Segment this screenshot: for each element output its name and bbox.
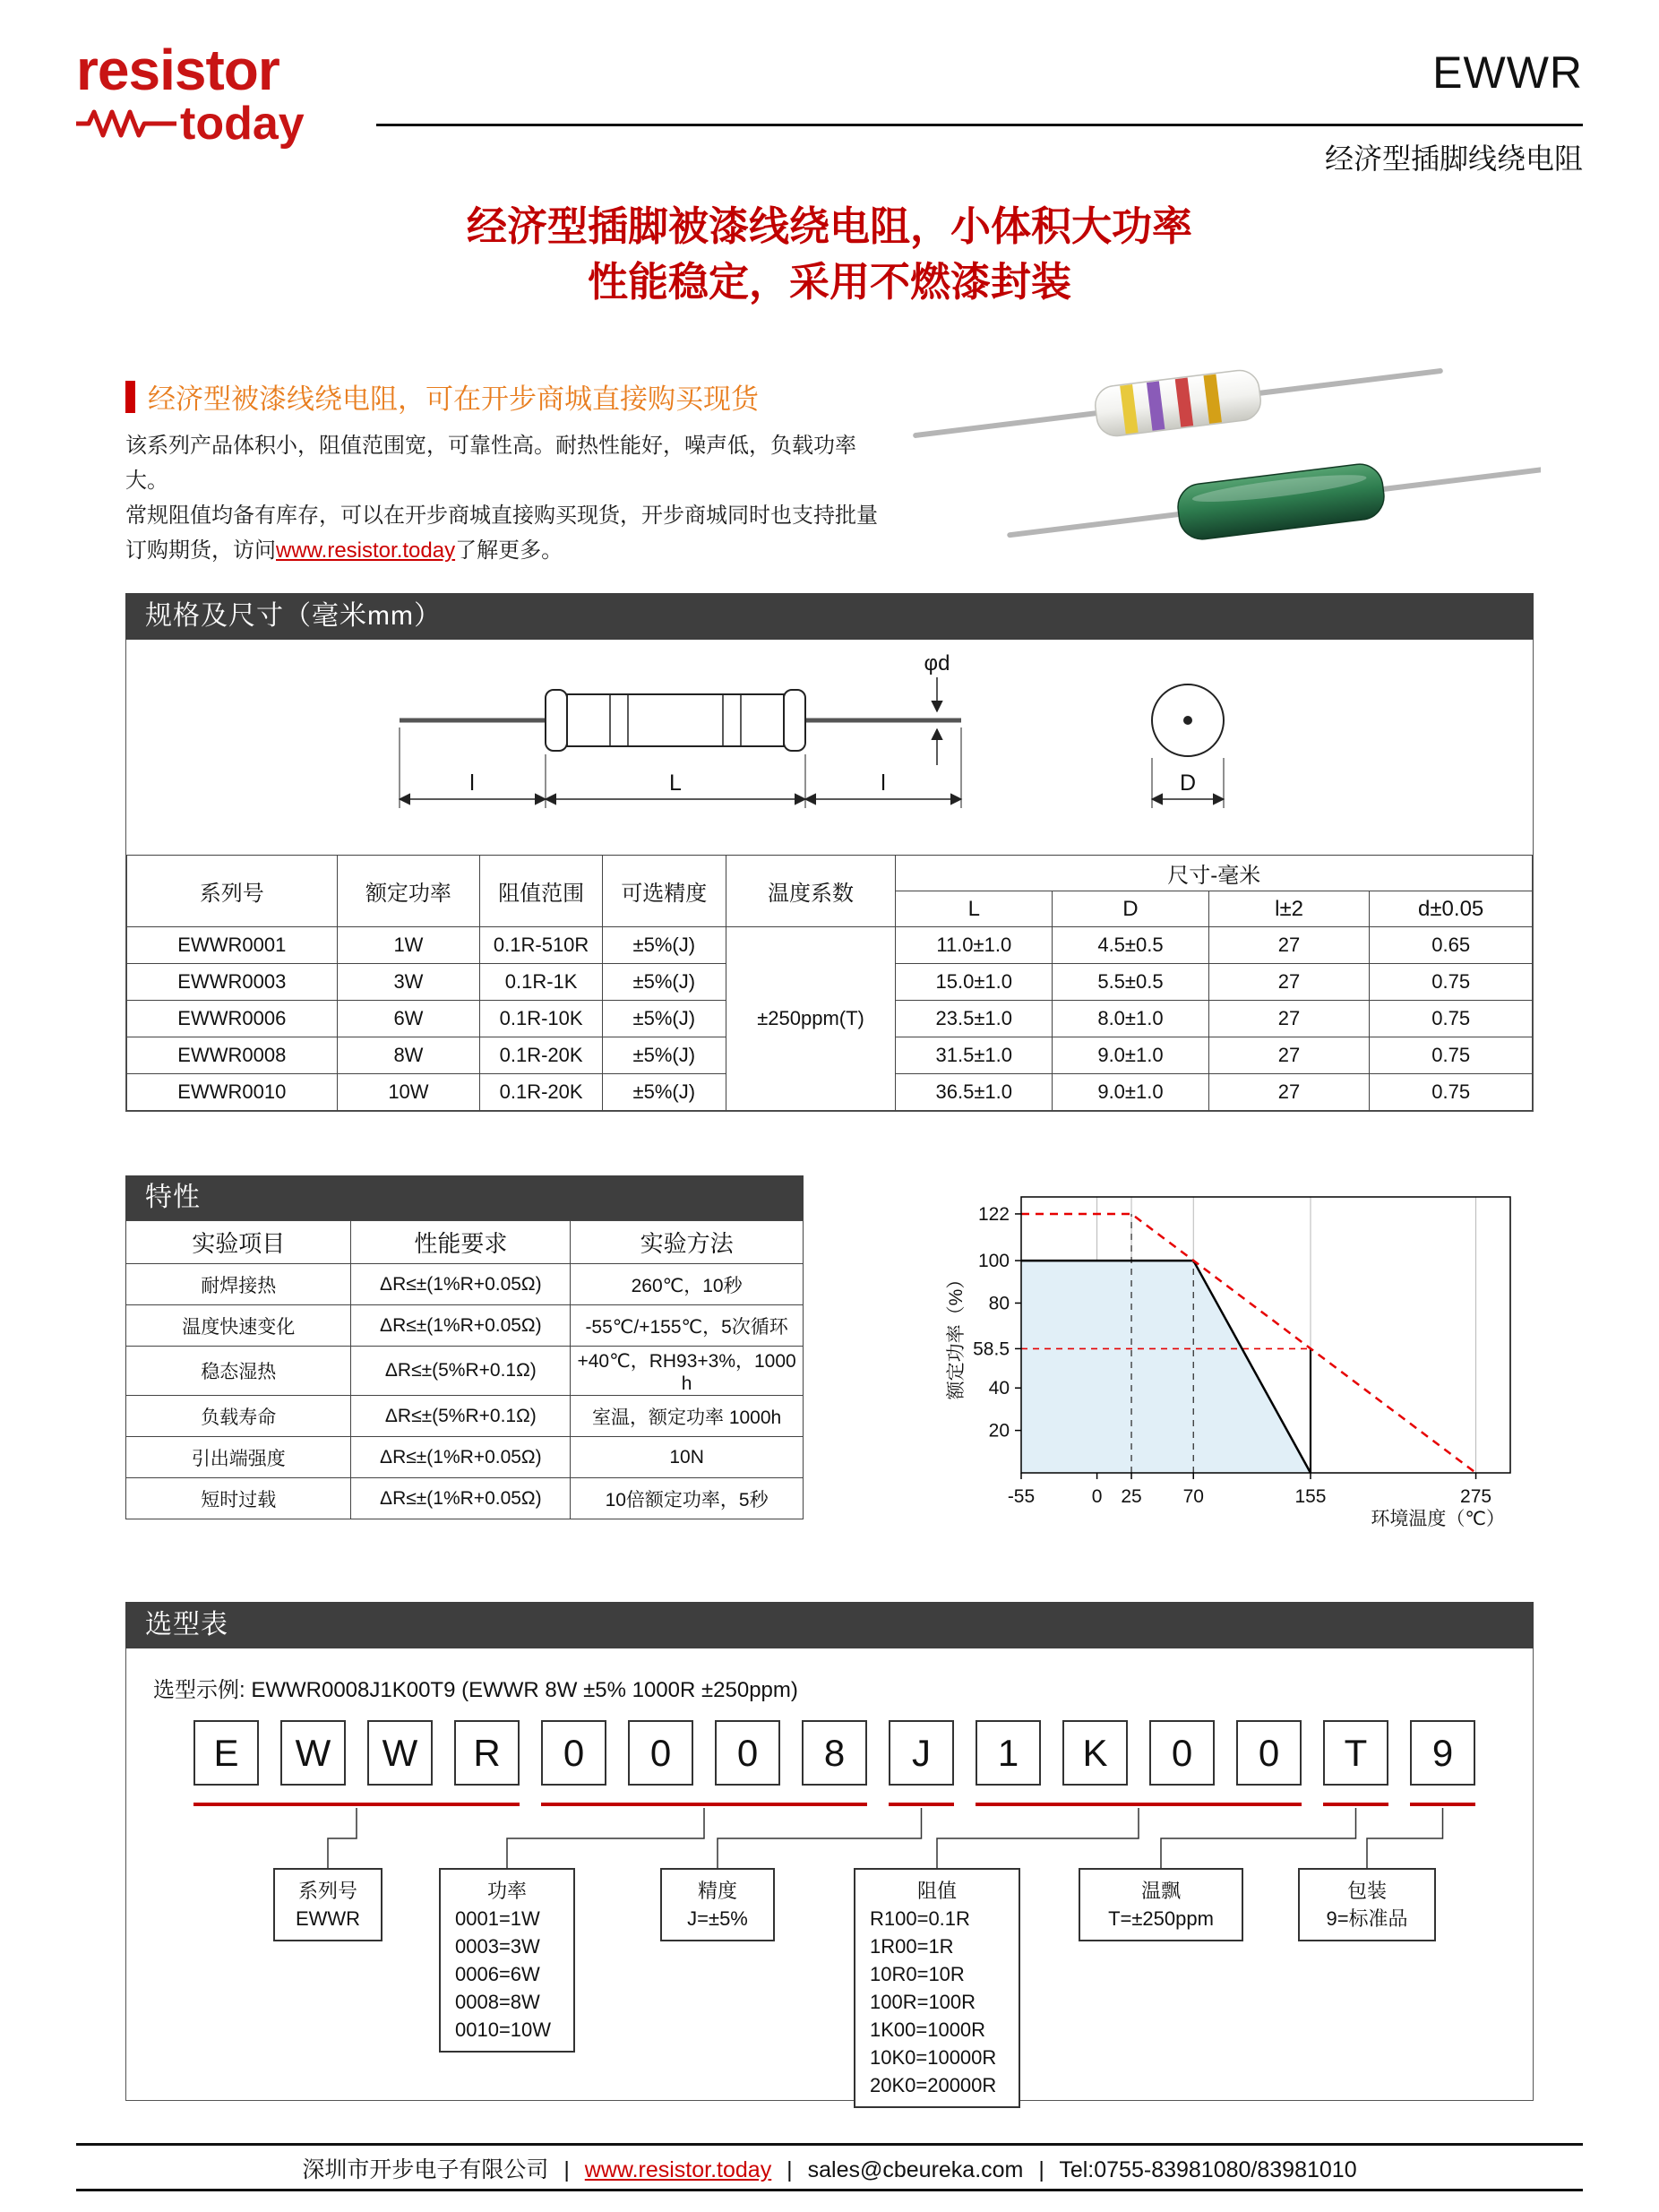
code-char-box: K bbox=[1062, 1720, 1128, 1786]
svg-text:122: 122 bbox=[977, 1203, 1010, 1225]
svg-text:40: 40 bbox=[988, 1378, 1010, 1399]
table-row: 引出端强度 ΔR≤±(1%R+0.05Ω) 10N bbox=[126, 1437, 804, 1478]
footer: 深圳市开步电子有限公司 | www.resistor.today | sales@cbeureka.com | Tel:0755-83981080/83981010 bbox=[302, 2157, 1357, 2182]
footer-tel: Tel:0755-83981080/83981010 bbox=[1059, 2157, 1357, 2182]
footer-email: sales@cbeureka.com bbox=[807, 2157, 1024, 2182]
dim-label-phid: φd bbox=[924, 651, 950, 676]
packaging-legend-box: 包装 9=标准品 bbox=[1298, 1868, 1436, 1941]
col-tolerance: 可选精度 bbox=[602, 856, 726, 927]
dim-label-body: L bbox=[669, 770, 682, 796]
tolerance-legend-box: 精度 J=±5% bbox=[660, 1868, 775, 1941]
table-row: EWWR0006 6W 0.1R-10K ±5%(J) 23.5±1.0 8.0±1.0 27 0.75 bbox=[127, 1001, 1533, 1037]
table-row: 耐焊接热 ΔR≤±(1%R+0.05Ω) 260℃，10秒 bbox=[126, 1264, 804, 1305]
code-char-box: J bbox=[889, 1720, 954, 1786]
col-power: 额定功率 bbox=[337, 856, 480, 927]
col-series: 系列号 bbox=[127, 856, 338, 927]
intro-heading-text: 经济型被漆线绕电阻，可在开步商城直接购买现货 bbox=[148, 383, 759, 415]
green-resistor bbox=[1006, 441, 1541, 563]
website-link[interactable]: www.resistor.today bbox=[276, 538, 456, 563]
code-char-box: 0 bbox=[715, 1720, 780, 1786]
spec-header-row1 bbox=[127, 856, 1533, 891]
page-title-line1: 经济型插脚被漆线绕电阻，小体积大功率 bbox=[466, 203, 1192, 249]
footer-divider-top bbox=[76, 2143, 1583, 2146]
derating-chart-svg bbox=[942, 1174, 1534, 1532]
svg-text:155: 155 bbox=[1294, 1486, 1327, 1507]
spec-section-title: 规格及尺寸（毫米mm） bbox=[125, 593, 1534, 640]
svg-text:25: 25 bbox=[1121, 1486, 1142, 1507]
derating-chart bbox=[942, 1174, 1534, 1532]
svg-text:0: 0 bbox=[1091, 1486, 1103, 1507]
code-char-box: 0 bbox=[628, 1720, 693, 1786]
intro-body-line2: 常规阻值均备有库存，可以在开步商城直接购买现货，开步商城同时也支持批量 bbox=[125, 504, 878, 528]
series-legend-box: 系列号 EWWR bbox=[273, 1868, 383, 1941]
footer-divider-bottom bbox=[76, 2189, 1583, 2191]
code-char-box: R bbox=[454, 1720, 520, 1786]
col-dim-D: D bbox=[1053, 891, 1209, 927]
header-divider bbox=[376, 124, 1583, 126]
table-row: 稳态湿热 ΔR≤±(5%R+0.1Ω) +40℃，RH93+3%，1000 h bbox=[126, 1347, 804, 1396]
code-char-box: 8 bbox=[802, 1720, 867, 1786]
footer-website-link[interactable]: www.resistor.today bbox=[584, 2157, 772, 2182]
characteristics-table bbox=[125, 1220, 804, 1519]
product-subtitle: 经济型插脚线绕电阻 bbox=[1324, 142, 1583, 175]
table-row: 温度快速变化 ΔR≤±(1%R+0.05Ω) -55℃/+155℃，5次循环 bbox=[126, 1305, 804, 1347]
svg-text:58.5: 58.5 bbox=[973, 1338, 1010, 1360]
page-title bbox=[0, 199, 1659, 310]
code-char-box: 9 bbox=[1410, 1720, 1475, 1786]
code-char-box: E bbox=[193, 1720, 259, 1786]
characteristics-section-title: 特性 bbox=[125, 1175, 804, 1220]
product-code: EWWR bbox=[1432, 47, 1583, 98]
svg-text:额定功率（%）: 额定功率（%） bbox=[946, 1270, 967, 1400]
product-photo-resistors bbox=[900, 318, 1541, 587]
tempco-legend-box: 温飘 T=±250ppm bbox=[1079, 1868, 1243, 1941]
col-tempco: 温度系数 bbox=[726, 856, 896, 927]
svg-text:275: 275 bbox=[1460, 1486, 1492, 1507]
col-range: 阻值范围 bbox=[480, 856, 603, 927]
table-row: 短时过载 ΔR≤±(1%R+0.05Ω) 10倍额定功率，5秒 bbox=[126, 1478, 804, 1519]
selection-example: 选型示例: EWWR0008J1K00T9 (EWWR 8W ±5% 1000R ±250ppm) bbox=[153, 1678, 798, 1702]
company-logo bbox=[76, 38, 305, 150]
characteristics-header-row: 实验项目 性能要求 实验方法 bbox=[126, 1221, 804, 1264]
table-row: EWWR0001 1W 0.1R-510R ±5%(J) ±250ppm(T) 11.0±1.0 4.5±0.5 27 0.65 bbox=[127, 927, 1533, 964]
footer-company: 深圳市开步电子有限公司 bbox=[302, 2157, 549, 2182]
resistance-legend-box: 阻值 R100=0.1R 1R00=1R 10R0=10R 100R=100R 1K00=1000R 10K0=10000R 20K0=20000R bbox=[854, 1868, 1020, 2108]
svg-text:100: 100 bbox=[977, 1251, 1010, 1272]
svg-text:80: 80 bbox=[988, 1293, 1010, 1314]
characteristics-section bbox=[125, 1175, 804, 1519]
selection-body bbox=[125, 1648, 1534, 2101]
intro-body-line1: 该系列产品体积小，阻值范围宽，可靠性高。耐热性能好，噪声低，负载功率大。 bbox=[125, 434, 856, 493]
page-title-line2: 性能稳定，采用不燃漆封装 bbox=[587, 259, 1071, 305]
code-char-box: W bbox=[367, 1720, 433, 1786]
selection-section-title: 选型表 bbox=[125, 1602, 1534, 1648]
intro-body bbox=[125, 428, 878, 568]
intro-body-line3: 订购期货，访问www.resistor.today了解更多。 bbox=[125, 538, 563, 563]
logo-text-today: today bbox=[180, 98, 305, 150]
table-row: 负载寿命 ΔR≤±(5%R+0.1Ω) 室温，额定功率 1000h bbox=[126, 1396, 804, 1437]
col-dim-L: L bbox=[896, 891, 1053, 927]
svg-text:70: 70 bbox=[1182, 1486, 1204, 1507]
col-dims-group: 尺寸-毫米 bbox=[896, 856, 1533, 891]
tempco-merged-cell: ±250ppm(T) bbox=[726, 927, 896, 1111]
power-legend-box: 功率 0001=1W 0003=3W 0006=6W 0008=8W 0010=10W bbox=[439, 1868, 575, 2053]
svg-text:20: 20 bbox=[988, 1420, 1010, 1442]
dimension-diagram bbox=[126, 640, 1533, 855]
spec-section-box bbox=[125, 640, 1534, 1112]
table-row: EWWR0008 8W 0.1R-20K ±5%(J) 31.5±1.0 9.0±1.0 27 0.75 bbox=[127, 1037, 1533, 1074]
spec-section bbox=[125, 593, 1534, 1112]
dim-label-diameter: D bbox=[1179, 770, 1197, 796]
white-resistor bbox=[913, 346, 1443, 460]
table-row: EWWR0003 3W 0.1R-1K ±5%(J) 15.0±1.0 5.5±0.5 27 0.75 bbox=[127, 964, 1533, 1001]
selection-section bbox=[125, 1602, 1534, 2101]
table-row: EWWR0010 10W 0.1R-20K ±5%(J) 36.5±1.0 9.0±1.0 27 0.75 bbox=[127, 1074, 1533, 1111]
code-char-box: 0 bbox=[1236, 1720, 1302, 1786]
spec-table bbox=[126, 855, 1533, 1111]
red-accent-bar bbox=[125, 381, 135, 413]
resistor-symbol-icon bbox=[76, 108, 176, 140]
svg-text:-55: -55 bbox=[1007, 1486, 1036, 1507]
code-char-box: 0 bbox=[541, 1720, 606, 1786]
dim-label-lead-left: l bbox=[469, 770, 475, 796]
code-char-box: T bbox=[1323, 1720, 1388, 1786]
dim-label-lead-right: l bbox=[881, 770, 886, 796]
code-char-box: W bbox=[280, 1720, 346, 1786]
logo-text-resistor: resistor bbox=[76, 38, 279, 102]
svg-text:环境温度（℃）: 环境温度（℃） bbox=[1371, 1509, 1505, 1529]
col-dim-wire: d±0.05 bbox=[1370, 891, 1533, 927]
code-char-box: 0 bbox=[1149, 1720, 1215, 1786]
intro-heading bbox=[125, 376, 759, 417]
code-char-box: 1 bbox=[976, 1720, 1041, 1786]
col-dim-lead: l±2 bbox=[1208, 891, 1370, 927]
